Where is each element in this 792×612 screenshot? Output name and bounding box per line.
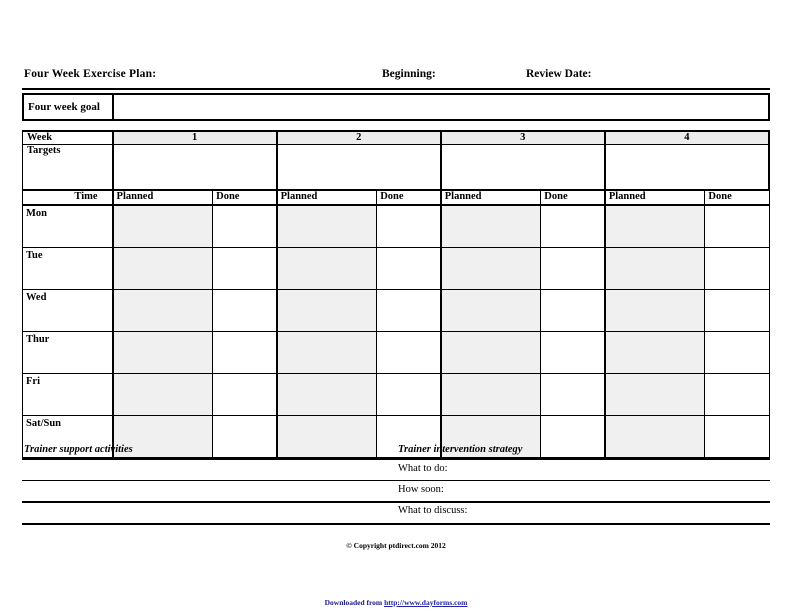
day-label-mon: Mon: [23, 205, 113, 248]
cell-tue-week1-done[interactable]: [213, 248, 277, 290]
week-header-4: 4: [605, 131, 769, 145]
cell-mon-week1-planned[interactable]: [113, 205, 213, 248]
cell-wed-week2-planned[interactable]: [277, 290, 377, 332]
cell-mon-week4-planned[interactable]: [605, 205, 705, 248]
cell-fri-week3-done[interactable]: [541, 374, 605, 416]
targets-input-week-4[interactable]: [605, 145, 769, 191]
day-label-satsun: Sat/Sun: [23, 416, 113, 459]
cell-mon-week2-planned[interactable]: [277, 205, 377, 248]
table-row: [23, 290, 770, 332]
cell-fri-week2-done[interactable]: [377, 374, 441, 416]
cell-wed-week3-done[interactable]: [541, 290, 605, 332]
cell-thur-week4-done[interactable]: [705, 332, 769, 374]
cell-wed-week3-planned[interactable]: [441, 290, 541, 332]
cell-wed-week4-planned[interactable]: [605, 290, 705, 332]
cell-thur-week2-done[interactable]: [377, 332, 441, 374]
cell-mon-week3-done[interactable]: [541, 205, 605, 248]
cell-mon-week4-done[interactable]: [705, 205, 769, 248]
cell-thur-week4-planned[interactable]: [605, 332, 705, 374]
cell-thur-week3-done[interactable]: [541, 332, 605, 374]
targets-row: [23, 145, 770, 191]
day-label-wed: Wed: [23, 290, 113, 332]
table-row: [23, 205, 770, 248]
trainer-rule-1: [22, 459, 770, 460]
cell-fri-week2-planned[interactable]: [277, 374, 377, 416]
what-to-do-label: What to do:: [398, 463, 448, 474]
cell-tue-week4-done[interactable]: [705, 248, 769, 290]
download-url-link[interactable]: http://www.dayforms.com: [384, 598, 468, 607]
week-header-1: 1: [113, 131, 277, 145]
cell-tue-week3-planned[interactable]: [441, 248, 541, 290]
cell-fri-week1-planned[interactable]: [113, 374, 213, 416]
week-header-2: 2: [277, 131, 441, 145]
cell-thur-week3-planned[interactable]: [441, 332, 541, 374]
trainer-section: [22, 444, 770, 526]
cell-thur-week1-planned[interactable]: [113, 332, 213, 374]
trainer-rule-3: [22, 501, 770, 503]
cell-thur-week2-planned[interactable]: [277, 332, 377, 374]
trainer-support-activities-heading: Trainer support activities: [24, 444, 133, 455]
four-week-goal-label: Four week goal: [24, 95, 114, 119]
subheader-row: [23, 190, 770, 205]
planned-header-week-4: Planned: [605, 190, 705, 205]
day-label-thur: Thur: [23, 332, 113, 374]
table-row: [23, 374, 770, 416]
planned-header-week-2: Planned: [277, 190, 377, 205]
download-prefix-text: Downloaded from: [324, 598, 385, 607]
beginning-label: Beginning:: [382, 68, 436, 80]
cell-mon-week3-planned[interactable]: [441, 205, 541, 248]
trainer-rule-4: [22, 523, 770, 525]
targets-input-week-2[interactable]: [277, 145, 441, 191]
cell-wed-week1-planned[interactable]: [113, 290, 213, 332]
table-row: [23, 248, 770, 290]
cell-fri-week3-planned[interactable]: [441, 374, 541, 416]
planned-header-week-3: Planned: [441, 190, 541, 205]
cell-wed-week1-done[interactable]: [213, 290, 277, 332]
cell-fri-week4-planned[interactable]: [605, 374, 705, 416]
trainer-rule-2: [22, 480, 770, 481]
cell-mon-week1-done[interactable]: [213, 205, 277, 248]
done-header-week-3: Done: [541, 190, 605, 205]
cell-fri-week1-done[interactable]: [213, 374, 277, 416]
copyright-notice: © Copyright ptdirect.com 2012: [346, 541, 446, 550]
cell-wed-week4-done[interactable]: [705, 290, 769, 332]
exercise-plan-table: [22, 130, 770, 459]
day-label-tue: Tue: [23, 248, 113, 290]
cell-thur-week1-done[interactable]: [213, 332, 277, 374]
targets-input-week-3[interactable]: [441, 145, 605, 191]
time-column-header: Time: [23, 190, 113, 205]
targets-input-week-1[interactable]: [113, 145, 277, 191]
table-row: [23, 332, 770, 374]
cell-tue-week2-done[interactable]: [377, 248, 441, 290]
cell-tue-week2-planned[interactable]: [277, 248, 377, 290]
week-header-3: 3: [441, 131, 605, 145]
cell-fri-week4-done[interactable]: [705, 374, 769, 416]
day-label-fri: Fri: [23, 374, 113, 416]
cell-tue-week1-planned[interactable]: [113, 248, 213, 290]
week-header-row: [23, 131, 770, 145]
review-date-label: Review Date:: [526, 68, 592, 80]
done-header-week-1: Done: [213, 190, 277, 205]
targets-row-label: Targets: [23, 145, 113, 191]
planned-header-week-1: Planned: [113, 190, 213, 205]
what-to-discuss-label: What to discuss:: [398, 505, 468, 516]
cell-mon-week2-done[interactable]: [377, 205, 441, 248]
page-title: Four Week Exercise Plan:: [24, 68, 157, 80]
how-soon-label: How soon:: [398, 484, 444, 495]
document-title-row: [22, 68, 770, 90]
done-header-week-4: Done: [705, 190, 769, 205]
cell-tue-week3-done[interactable]: [541, 248, 605, 290]
cell-tue-week4-planned[interactable]: [605, 248, 705, 290]
four-week-goal-input[interactable]: [114, 95, 768, 119]
trainer-intervention-strategy-heading: Trainer intervention strategy: [398, 444, 523, 455]
four-week-goal-box: [22, 93, 770, 121]
week-row-label: Week: [23, 131, 113, 145]
done-header-week-2: Done: [377, 190, 441, 205]
cell-wed-week2-done[interactable]: [377, 290, 441, 332]
download-source-line: [0, 598, 792, 607]
